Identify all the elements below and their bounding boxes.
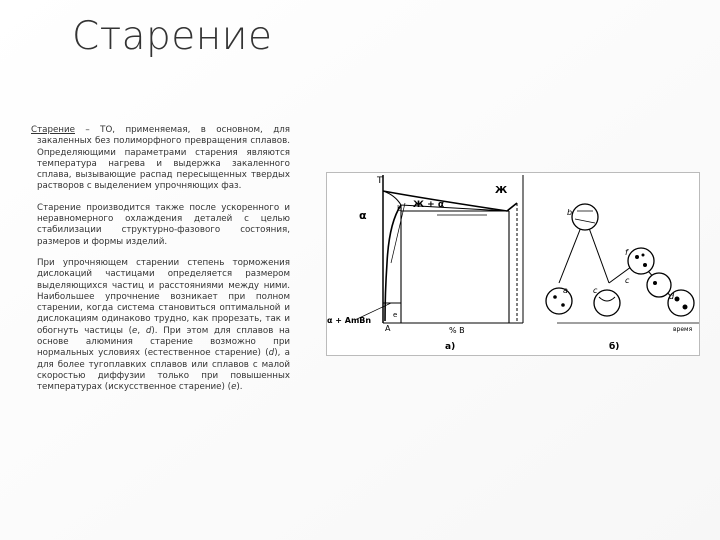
label-a: A [385, 324, 391, 333]
label-liquid-alpha: Ж + α [413, 200, 445, 210]
microstructure-b [572, 204, 598, 230]
ref-d: d [145, 325, 152, 336]
hardening-text-end: ). [236, 382, 243, 393]
paragraph-definition [31, 125, 290, 193]
body-text [31, 125, 290, 404]
term-aging: Старение [31, 125, 75, 135]
hardening-text-1: При упрочняющем старении степень торможения дислокаций частицами определяется размером выделяющихся частиц и расстояниями между ними. Наибольшее упрочнение возникает при полном старении, когда система становиться оптимальной и дислокациям одинаково трудно, как прорезать, так и обогнуть частицы ( [37, 257, 290, 336]
label-time: время [673, 326, 693, 333]
label-alpha-am: α + AmBn [327, 316, 372, 325]
definition-text: – ТО, применяемая, в основном, для закаленных без полиморфного превращения сплавов. Определяющими параметрами старения являются температура нагрева и выдержка закаленного сплава, вызывающие распад пересыщенных твердых растворов с выделением упрочняющих фаз. [37, 125, 290, 192]
microstructure-c2 [647, 273, 671, 297]
diagram-b [546, 204, 699, 352]
label-b: b [397, 204, 403, 213]
label-liquid: Ж [495, 185, 508, 196]
label-a-diagram: а) [445, 342, 456, 352]
figure-svg [327, 173, 699, 355]
label-e: e [393, 311, 398, 319]
particle-f1 [635, 255, 639, 259]
ref-e: е [132, 325, 138, 336]
label-micro-b: b [567, 208, 573, 217]
phase-diagram-figure [326, 172, 700, 356]
label-micro-c: c [593, 286, 598, 295]
label-micro-a: a [563, 286, 568, 295]
particle-a2 [561, 303, 565, 307]
ref-e2: е [231, 382, 237, 393]
microstructure-a [546, 288, 572, 314]
microstructure-c [594, 290, 620, 316]
paragraph-stabilization: Старение производится также после ускоренного и неравномерного охлаждения деталей с целью стабилизации структурно-фазового состояния, размеров и формы изделий. [37, 202, 290, 247]
particle-f2 [643, 263, 647, 267]
particle-d1 [675, 297, 680, 302]
hardening-text-3: ), а для более тугоплавких сплавов или сплавов с малой скоростью диффузии только при повышенных температурах (искусственное старение) ( [37, 348, 290, 393]
page-title: Старение [72, 14, 273, 59]
particle-f3 [642, 254, 645, 257]
label-percent-b: % B [449, 326, 465, 335]
label-micro-d: d [669, 292, 675, 301]
paragraph-hardening [31, 258, 290, 394]
label-micro-c-upper: c [625, 276, 630, 285]
label-alpha: α [359, 209, 367, 222]
particle-a1 [553, 295, 557, 299]
microstructure-f [628, 248, 654, 274]
solvus-line [385, 205, 401, 321]
label-micro-f: f [625, 248, 628, 257]
ref-d2: d [268, 348, 275, 359]
particle-d2 [683, 305, 688, 310]
particle-c2 [653, 281, 657, 285]
hardening-text-2: ). При этом для сплавов на основе алюминия старение возможно при нормальных условиях (естественное старение) ( [37, 325, 290, 359]
label-b-diagram: б) [609, 342, 620, 352]
label-t: T [377, 176, 383, 186]
ref-sep: , [137, 325, 146, 336]
